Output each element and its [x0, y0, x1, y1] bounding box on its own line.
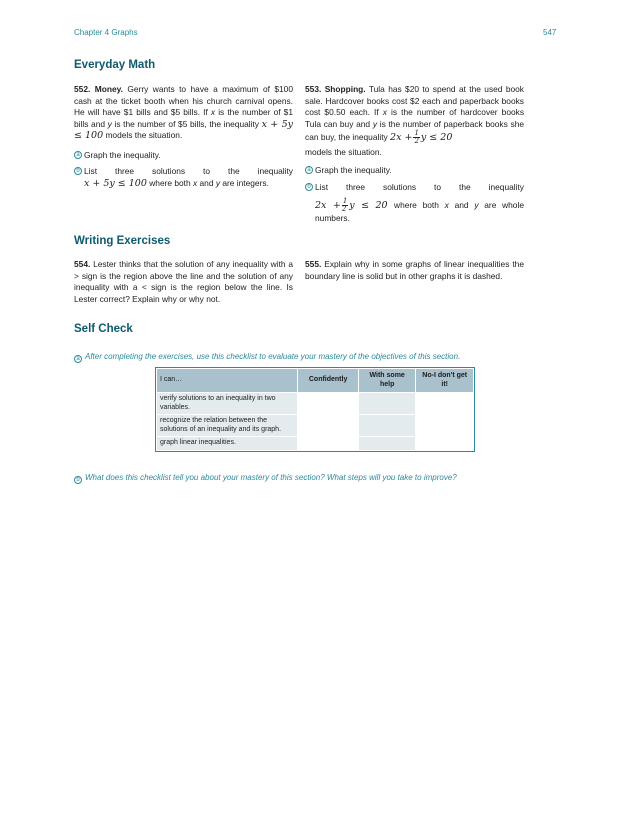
fraction: [413, 130, 419, 145]
problem-text: Lester thinks that the solution of any inequality with a > sign is the region above the line and the solution of any inequality with a < sign is the region below the line. Is Lester correct? Explain why or why not.: [74, 259, 294, 304]
problem-text: Explain why in some graphs of linear inequalities the boundary line is solid but in other graphs it is dashed.: [305, 259, 524, 281]
intro-marker: a: [74, 355, 82, 363]
problem-number: 554.: [74, 259, 91, 269]
fraction: [342, 198, 348, 213]
intro-text: After completing the exercises, use this checklist to evaluate your mastery of the objectives of this section.: [85, 352, 461, 361]
page-number: 547: [543, 28, 557, 37]
objective-label: verify solutions to an inequality in two variables.: [157, 393, 298, 415]
problem-text: is the number of $1 bills and: [74, 107, 293, 129]
part-b-continued: [315, 198, 524, 225]
part-b-text: where both: [149, 177, 191, 188]
part-a-marker: a: [74, 151, 82, 159]
problem-554: [74, 259, 293, 305]
checklist-intro: [74, 351, 534, 363]
dont-get-it-cell[interactable]: [416, 437, 474, 451]
part-b-text: and: [454, 199, 469, 210]
everyday-math-title: Everyday Math: [74, 59, 156, 71]
chapter-header: Chapter 4 Graphs: [74, 28, 138, 37]
part-b: [305, 182, 524, 194]
part-b-text: List three solutions to the inequality: [315, 182, 524, 192]
part-a: [74, 150, 293, 162]
dont-get-it-cell[interactable]: [416, 393, 474, 415]
problem-text: Gerry wants to have a maximum of $100 cash at the ticket booth when his church carnival opens. He will have $1 bills and $5 bills. If: [74, 84, 293, 117]
variable-x: x: [382, 107, 387, 117]
table-row: [157, 415, 474, 437]
header-with-some-help: With some help: [358, 369, 416, 393]
problem-label: Shopping.: [324, 84, 366, 94]
followup-text: What does this checklist tell you about your mastery of this section? What steps will you take to improve?: [85, 473, 457, 482]
checklist-followup: [74, 472, 534, 484]
inequality: [390, 129, 453, 145]
part-b-marker: b: [305, 183, 313, 191]
table-row: [157, 437, 474, 451]
part-b-text: and: [199, 177, 214, 188]
problem-text: is the number of hardcover books Tula can buy and: [305, 107, 525, 129]
problem-555: [305, 259, 524, 282]
self-check-title: Self Check: [74, 323, 133, 335]
part-b-text: are whole numbers.: [315, 199, 524, 223]
header-i-can: I can…: [157, 369, 298, 393]
part-a-marker: a: [305, 166, 313, 174]
variable-x: x: [193, 177, 198, 188]
confidently-cell[interactable]: [298, 393, 359, 415]
inequality: x + 5y ≤ 100: [84, 177, 147, 189]
objective-label: recognize the relation between the solutions of an inequality and its graph.: [157, 415, 298, 437]
variable-y: y: [474, 199, 479, 210]
table-row: [157, 393, 474, 415]
part-b-text: where both: [394, 199, 439, 210]
problem-text: models the situation.: [305, 147, 382, 157]
writing-exercises-title: Writing Exercises: [74, 235, 171, 247]
variable-y: y: [215, 177, 221, 188]
fraction-numerator: 1: [342, 196, 348, 205]
problem-text: is the number of paperback books she can buy, the inequality: [305, 118, 525, 142]
confidently-cell[interactable]: [298, 415, 359, 437]
variable-y: y: [107, 118, 112, 129]
objective-label: graph linear inequalities.: [157, 437, 298, 451]
fraction-numerator: 1: [414, 129, 419, 137]
part-b-text: are integers.: [222, 177, 269, 188]
inequality-right: y ≤ 20: [420, 132, 453, 143]
part-a: [305, 165, 524, 177]
header-confidently: Confidently: [298, 369, 359, 393]
problem-number: 553.: [305, 84, 322, 94]
part-b-marker: b: [74, 167, 82, 175]
inequality-left: 2x +: [390, 132, 413, 143]
table-header-row: [157, 369, 474, 393]
problem-number: 555.: [305, 259, 322, 269]
problem-552: [74, 84, 293, 189]
problem-text: models the situation.: [105, 130, 183, 140]
fraction-denominator: 2: [341, 204, 347, 213]
fraction-denominator: 2: [414, 137, 419, 145]
with-some-help-cell[interactable]: [358, 393, 416, 415]
with-some-help-cell[interactable]: [358, 437, 416, 451]
variable-y: y: [372, 118, 377, 129]
problem-label: Money.: [94, 84, 123, 94]
followup-marker: b: [74, 476, 82, 484]
part-b-continued: [84, 178, 293, 190]
confidently-cell[interactable]: [298, 437, 359, 451]
problem-text: is the number of $5 bills, the inequality: [114, 118, 259, 129]
with-some-help-cell[interactable]: [358, 415, 416, 437]
inequality: [315, 196, 394, 213]
self-check-table: [156, 368, 474, 451]
inequality-left: 2x +: [315, 199, 341, 211]
problem-553: [305, 84, 524, 224]
inequality: x + 5y ≤ 100: [74, 118, 293, 141]
dont-get-it-cell[interactable]: [416, 415, 474, 437]
part-a-text: Graph the inequality.: [315, 164, 392, 175]
inequality-right: y ≤ 20: [349, 199, 388, 211]
problem-text: Tula has $20 to spend at the used book sale. Hardcover books cost $2 each and paperback books cost $0.50 each. If: [305, 84, 524, 117]
part-b: [74, 166, 293, 178]
part-b-text: List three solutions to the inequality: [84, 166, 293, 176]
part-a-text: Graph the inequality.: [84, 149, 161, 160]
problem-number: 552.: [74, 84, 91, 94]
header-dont-get-it: No-I don't get it!: [416, 369, 474, 393]
variable-x: x: [444, 199, 449, 210]
variable-x: x: [210, 107, 216, 117]
